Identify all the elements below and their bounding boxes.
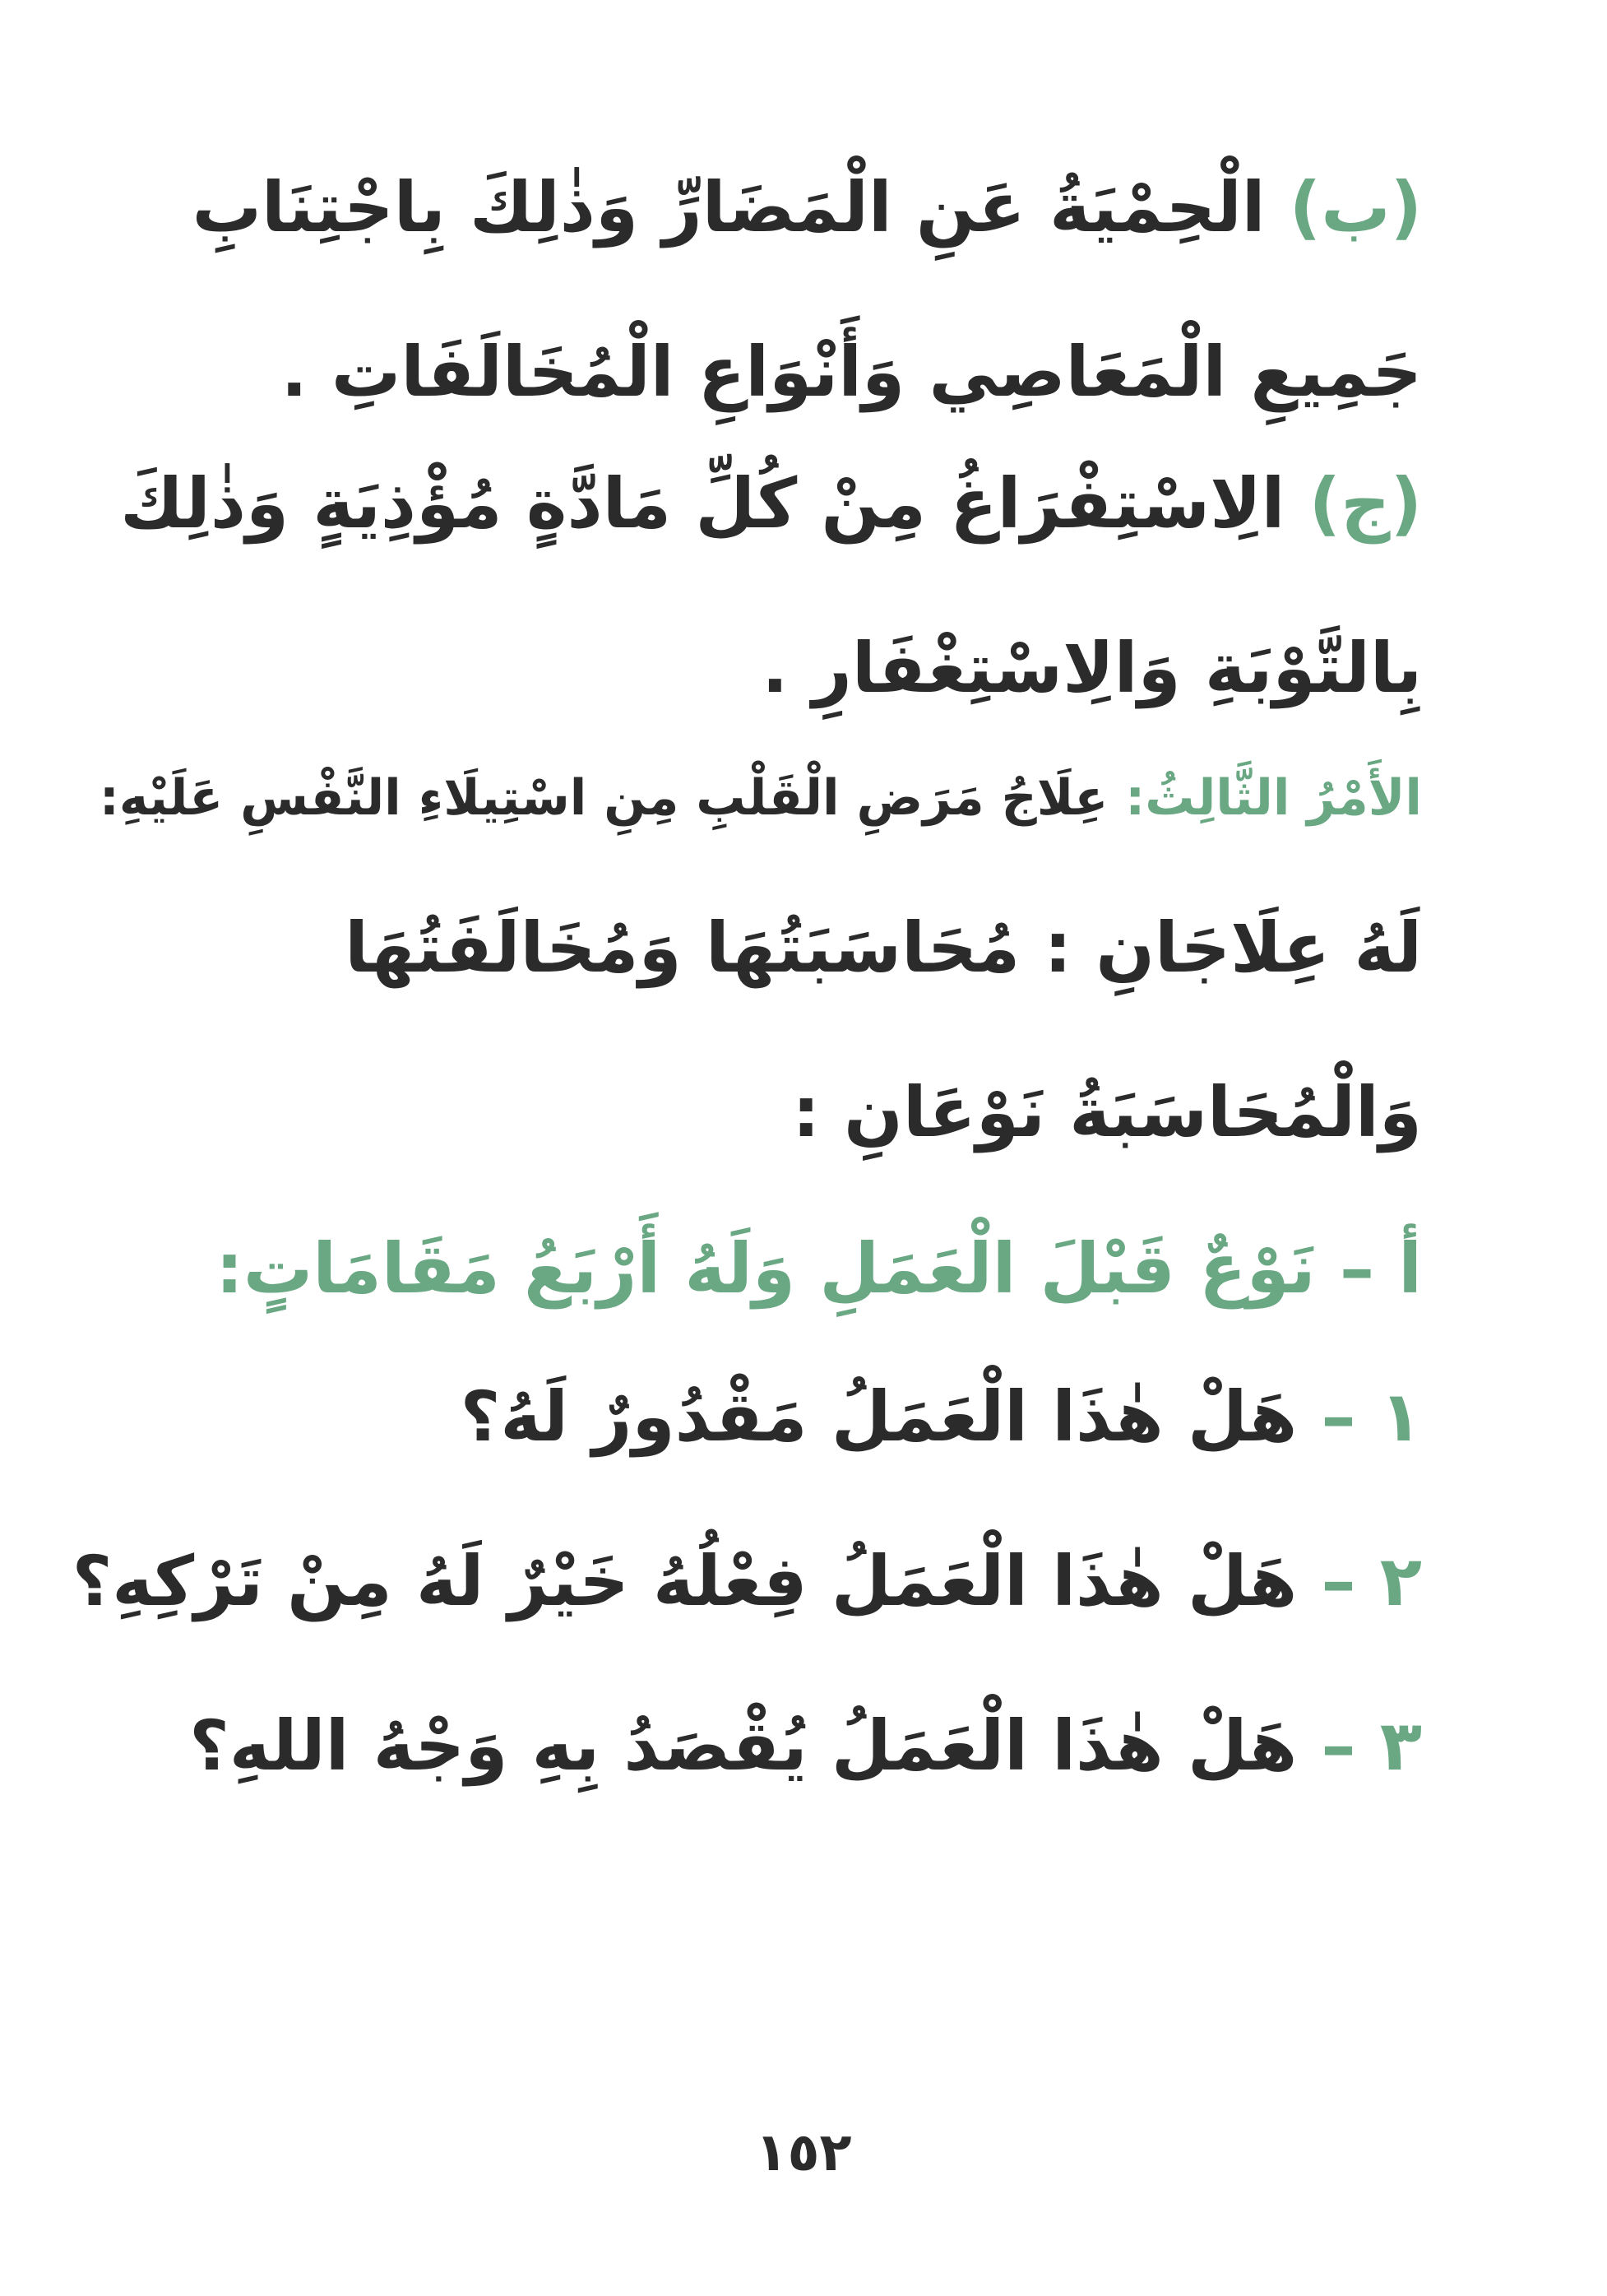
paragraph-b-marker: (ب) [1289,167,1422,248]
subsection-label: أ – نَوْعٌ قَبْلَ الْعَمَلِ وَلَهُ أَرْبَعُ مَقَامَاتٍ: [215,1228,1422,1309]
paragraph-c-text-2: بِالتَّوْبَةِ وَالِاسْتِغْفَارِ . [762,628,1422,708]
remedies-text-2: وَالْمُحَاسَبَةُ نَوْعَانِ : [792,1072,1422,1153]
paragraph-c-line-1 [120,463,1422,633]
section-heading [99,769,1422,913]
paragraph-b-line-2 [180,332,1422,469]
paragraph-b-text-2: جَمِيعِ الْمَعَاصِي وَأَنْوَاعِ الْمُخَالَفَاتِ . [280,332,1422,412]
section-title: عِلَاجُ مَرَضِ الْقَلْبِ مِنِ اسْتِيلَاءِ النَّفْسِ عَلَيْهِ: [99,769,1109,827]
list-item [180,1376,1422,1547]
list-item [180,1705,1422,1876]
list-item-text: هَلْ هٰذَا الْعَمَلُ يُقْصَدُ بِهِ وَجْهُ اللهِ؟ [189,1705,1298,1786]
subsection-heading [180,1228,1422,1382]
list-item-number: ٢ – [1321,1541,1422,1621]
list-item-number: ١ – [1321,1376,1422,1457]
paragraph-c-text-1: الِاسْتِفْرَاغُ مِنْ كُلِّ مَادَّةٍ مُؤْذِيَةٍ وَذٰلِكَ [120,463,1285,544]
paragraph-c-marker: (ج) [1308,463,1422,544]
remedies-line-1 [180,907,1422,1078]
list-item-number: ٣ – [1321,1705,1422,1786]
list-item [72,1541,1422,1711]
list-item-text: هَلْ هٰذَا الْعَمَلُ فِعْلُهُ خَيْرٌ لَهُ مِنْ تَرْكِهِ؟ [72,1541,1298,1621]
list-item-text: هَلْ هٰذَا الْعَمَلُ مَقْدُورٌ لَهُ؟ [460,1376,1298,1457]
section-label: الأَمْرُ الثَّالِثُ: [1125,769,1422,827]
paragraph-b-text-1: الْحِمْيَةُ عَنِ الْمَضَارِّ وَذٰلِكَ بِاجْتِنَابِ [192,167,1266,248]
remedies-text-1: لَهُ عِلَاجَانِ : مُحَاسَبَتُهَا وَمُخَالَفَتُهَا [345,907,1422,988]
remedies-line-2 [180,1072,1422,1234]
paragraph-c-line-2 [180,628,1422,773]
page-number: ١٥٢ [755,2122,852,2183]
page-content [72,167,1422,1876]
paragraph-b-line-1 [180,167,1422,337]
